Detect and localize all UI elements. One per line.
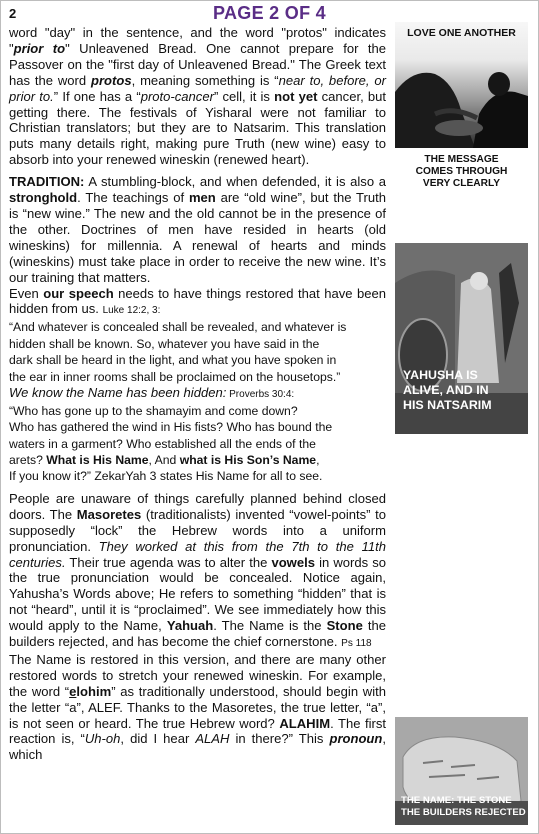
quote-proverbs: “Who has gone up to the shamayim and come down? Who has gathered the wind in His fists? Who has bound the waters in a garment? Who established all the ends of the arets? What is His Name, And what is His Son’s Name, If you know it?” ZekarYah 3 states His Name for all to see. (9, 403, 333, 484)
main-text-column (9, 25, 386, 763)
sidebar-block-tomb (395, 243, 528, 434)
sidebar-block-love (395, 22, 528, 191)
paragraph-elohim: The Name is restored in this version, and there are many other restored words to stretch your renewed wineskin. For example, the word “elohim” as traditionally understood, should begin with the letter “a”, ALEF. Thanks to the Masoretes, the true letter, “a”, is not seen or heard. The true Hebrew word? ALAHIM. The first reaction is, “Uh-oh, did I hear ALAH in there?” This pronoun, which (9, 651, 387, 763)
image1-title: LOVE ONE ANOTHER (407, 27, 516, 39)
paragraph-protos: word "day" in the sentence, and the word "protos" indicates "prior to" Unleavened Bread. One cannot prepare for the Passover on the "first day of Unleavened Bread." The Greek text has the word protos, meaning something is “near to, before, or prior to.” If one has a “proto-cancer” cell, it is not yet cancer, but getting there. The festivals of Yisharal were not familiar to Christian translators; but they are to Natsarim. This translation puts many details right, making pure Truth (new wine) easy to absorb into your renewed wineskin (renewed heart). (9, 25, 387, 168)
love-one-another-image (395, 22, 528, 148)
image2-overlay-text: YAHUSHA IS ALIVE, AND IN HIS NATSARIM (403, 368, 492, 412)
paragraph-masoretes: People are unaware of things carefully planned behind closed doors. The Masoretes (traditionalists) invented “vowel-points” to supposedly “lock” the Hebrew words into a uniform pronunciation. They worked at this from the 7th to the 11th centuries. Their true agenda was to alter the vowels in words so the true pronunciation would be concealed. Notice again, Yahusha’s Words above; He refers to something “hidden” that is not “heard”, until it is “proclaimed”. We see immediately how this would apply to the Name, Yahuah. The Name is the Stone the builders rejected, and has become the chief cornerstone. Ps 118 (9, 490, 387, 650)
foot-washing-figures (395, 22, 528, 148)
sidebar-block-stone (395, 717, 528, 825)
stone-image (395, 717, 528, 825)
quote-luke: “And whatever is concealed shall be revealed, and whatever is hidden shall be known. So, whatever you have said in the dark shall be heard in the light, and what you have spoken in the ear in inner rooms shall be proclaimed on the housetops.” (9, 320, 347, 384)
empty-tomb-image (395, 243, 528, 434)
paragraph-tradition: TRADITION: A stumbling-block, and when defended, it is also a stronghold. The teachings of men are “old wine”, but the Truth is “new wine.” The new and the old cannot be in the presence of the other. Doctrines of men have resided in hearts (old wineskins) for millennia. A renewal of hearts and minds (wineskins) must take place in order to receive the new wine. It’s our training that matters. (9, 174, 386, 285)
page-number: 2 (9, 6, 17, 21)
image3-overlay-text: THE NAME: THE STONE THE BUILDERS REJECTED (401, 795, 526, 818)
paragraph-name-hidden: We know the Name has been hidden: Proverbs 30:4: (9, 384, 295, 400)
paragraph-speech: Even our speech needs to have things restored that have been hidden from us. Luke 12:2, 3: (9, 285, 386, 317)
image1-caption: THE MESSAGE COMES THROUGH VERY CLEARLY (415, 154, 508, 190)
page-title: PAGE 2 OF 4 (213, 3, 326, 23)
